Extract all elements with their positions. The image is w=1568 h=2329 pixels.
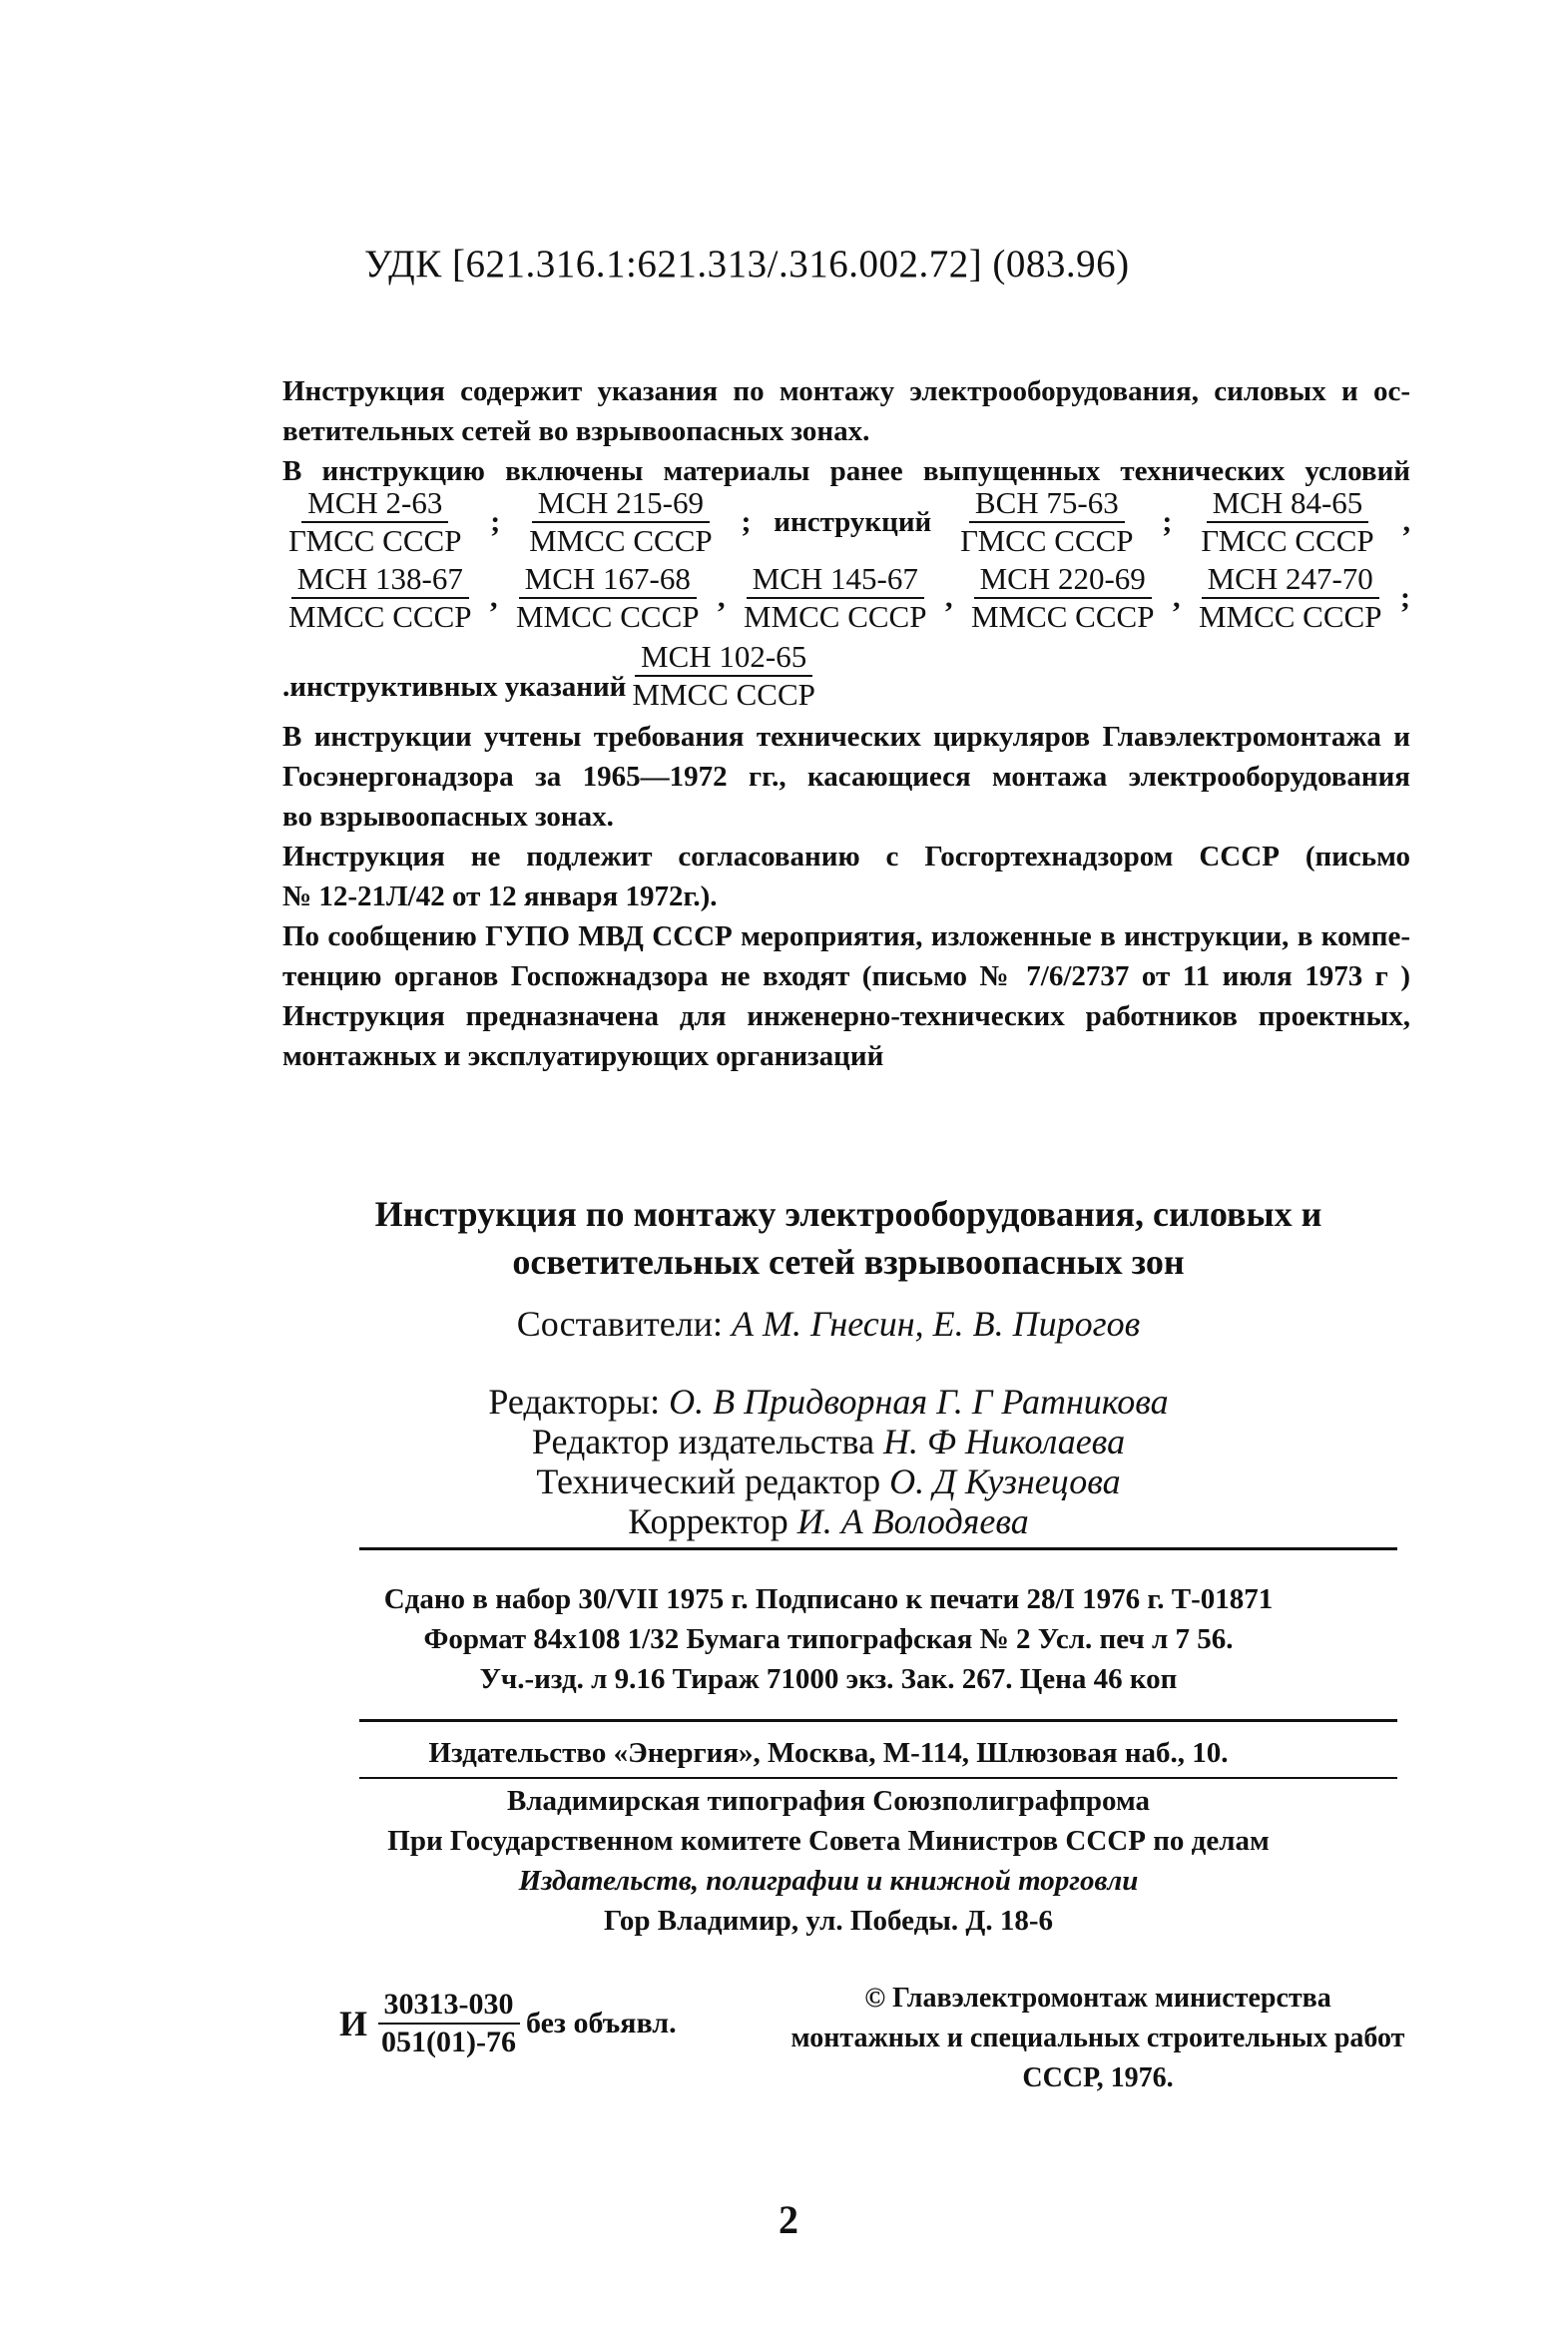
- annotation-paragraph-1: [282, 371, 1410, 491]
- norm-ministry: ММСС СССР: [632, 677, 815, 712]
- divider: [359, 1719, 1397, 1722]
- annotation-line: Инструкция предназначена для инженерно-технических работников проектных,: [282, 1000, 1410, 1032]
- copyright-line: монтажных и специальных строительных работ: [790, 2023, 1405, 2053]
- norm-code: МСН 84-65: [1207, 485, 1369, 523]
- editors-label: Редакторы:: [488, 1382, 661, 1422]
- norm-ministry: ГМСС СССР: [288, 523, 462, 558]
- norm-ministry: ММСС СССР: [1198, 599, 1382, 634]
- separator: ,: [944, 581, 953, 614]
- print-details-line: Сдано в набор 30/VII 1975 г. Подписано к печати 28/I 1976 г. Т-01871: [383, 1583, 1274, 1615]
- tech-editor-name: О. Д Кузнецова: [889, 1461, 1121, 1501]
- print-details: [329, 1579, 1327, 1699]
- page-number: 2: [779, 2197, 798, 2242]
- separator: ;: [490, 505, 501, 538]
- separator: ;: [1399, 581, 1410, 614]
- separator: ;: [741, 505, 752, 538]
- editors-names: О. В Придворная Г. Г Ратникова: [669, 1382, 1169, 1422]
- annotation-line: монтажных и эксплуатирующих организаций: [282, 1040, 884, 1072]
- annotation-line: № 12-21Л/42 от 12 января 1972г.).: [282, 880, 718, 912]
- annotation-paragraph-3: [282, 717, 1410, 1076]
- norm-code: МСН 2-63: [301, 485, 448, 523]
- norm-fraction: [1195, 485, 1379, 559]
- annotation-line: По сообщению ГУПО МВД СССР мероприятия, изложенные в инструкции, в компе-: [282, 920, 1410, 952]
- print-details-line: Уч.-изд. л 9.16 Тираж 71000 экз. Зак. 267. Цена 46 коп: [479, 1663, 1178, 1695]
- print-details-line: Формат 84х108 1/32 Бумага типографская № 2 Усл. печ л 7 56.: [423, 1623, 1234, 1655]
- norm-fraction: [282, 485, 467, 559]
- norm-fraction: [738, 561, 933, 635]
- printing-house-line: Издательств, полиграфии и книжной торговли: [518, 1865, 1139, 1897]
- norm-ministry: ММСС СССР: [970, 599, 1155, 634]
- divider: [359, 1777, 1397, 1779]
- printing-house: [329, 1781, 1327, 1941]
- separator: ;: [1162, 505, 1173, 538]
- annotation-line: Госэнергонадзора за 1965—1972 гг., касающиеся монтажа электрооборудования: [282, 761, 1410, 793]
- separator: ,: [490, 581, 498, 614]
- book-title: [299, 1190, 1397, 1286]
- index-numerator: 30313-030: [378, 1987, 520, 2025]
- publisher-editor-name: Н. Ф Николаева: [883, 1422, 1126, 1461]
- index-letter: И: [339, 2004, 368, 2043]
- norm-ministry: ММСС СССР: [288, 599, 472, 634]
- norm-code: МСН 215-69: [532, 485, 710, 523]
- norm-code: МСН 145-67: [747, 561, 924, 599]
- tech-editor-label: Технический редактор: [536, 1461, 881, 1501]
- norm-fraction: [965, 561, 1161, 635]
- annotation-line: тенцию органов Госпожнадзора не входят (письмо № 7/6/2737 от 11 июля 1973 г ): [282, 960, 1410, 992]
- title-line: Инструкция по монтажу электрооборудования, силовых и: [374, 1194, 1322, 1234]
- norm-fraction: [510, 561, 706, 635]
- index-fraction: [375, 1987, 522, 2060]
- norm-fraction: [1193, 561, 1388, 635]
- udk-code: УДК [621.316.1:621.313/.316.002.72] (083.96): [364, 243, 1130, 286]
- norms-row-3: [282, 639, 1410, 713]
- proofreader-label: Корректор: [628, 1501, 788, 1541]
- proofreader-name: И. А Володяева: [796, 1501, 1029, 1541]
- norm-fraction: [282, 561, 478, 635]
- separator: ,: [717, 581, 726, 614]
- printing-house-line: Гор Владимир, ул. Победы. Д. 18-6: [604, 1905, 1053, 1937]
- printing-house-line: Владимирская типография Союзполиграфпрома: [506, 1785, 1151, 1817]
- separator: ,: [1402, 505, 1410, 538]
- norm-code: МСН 102-65: [635, 639, 812, 677]
- copyright-line: © Главэлектромонтаж министерства: [864, 1983, 1331, 2014]
- norm-ministry: ММСС СССР: [529, 523, 713, 558]
- compilers-names: А М. Гнесин, Е. В. Пирогов: [732, 1304, 1141, 1344]
- publication-index: [339, 1987, 677, 2060]
- norm-ministry: ММСС СССР: [515, 599, 700, 634]
- norm-ministry: ГМСС СССР: [960, 523, 1134, 558]
- instructions-word: инструкций: [774, 505, 932, 538]
- norms-row-1: [282, 485, 1410, 559]
- index-denominator: 051(01)-76: [381, 2026, 516, 2058]
- annotation-line: В инструкции учтены требования технических циркуляров Главэлектромонтажа и: [282, 721, 1410, 753]
- norm-code: ВСН 75-63: [969, 485, 1125, 523]
- annotation-line: В инструкцию включены материалы ранее выпущенных технических условий: [282, 455, 1410, 487]
- norm-fraction: [626, 639, 821, 713]
- norm-ministry: ММСС СССР: [743, 599, 927, 634]
- publisher-address: Издательство «Энергия», Москва, М-114, Шлюзовая наб., 10.: [428, 1737, 1229, 1769]
- printing-house-line: При Государственном комитете Совета Министров СССР по делам: [387, 1825, 1270, 1857]
- norm-code: МСН 220-69: [974, 561, 1152, 599]
- norm-code: МСН 167-68: [519, 561, 697, 599]
- norm-code: МСН 247-70: [1202, 561, 1379, 599]
- annotation-line: Инструкция содержит указания по монтажу электрооборудования, силовых и ос-: [282, 375, 1410, 407]
- publisher-editor-label: Редактор издательства: [531, 1422, 875, 1461]
- norm-fraction: [954, 485, 1139, 559]
- title-line: осветительных сетей взрывоопасных зон: [512, 1242, 1185, 1282]
- copyright: [759, 1979, 1437, 2098]
- annotation-line: ветительных сетей во взрывоопасных зонах.: [282, 415, 870, 447]
- compilers-label: Составители:: [516, 1304, 723, 1344]
- directives-word: .инструктивных указаний: [282, 670, 627, 703]
- norm-code: МСН 138-67: [291, 561, 469, 599]
- compilers: [329, 1304, 1327, 1344]
- divider: [359, 1547, 1397, 1550]
- norm-ministry: ГМСС СССР: [1201, 523, 1374, 558]
- annotation-line: во взрывоопасных зонах.: [282, 801, 614, 833]
- index-suffix: без объявл.: [526, 2007, 677, 2039]
- norm-fraction: [523, 485, 719, 559]
- copyright-line: СССР, 1976.: [1022, 2062, 1174, 2093]
- separator: ,: [1172, 581, 1181, 614]
- editors: [329, 1382, 1327, 1541]
- annotation-line: Инструкция не подлежит согласованию с Госгортехнадзором СССР (письмо: [282, 841, 1410, 873]
- norms-row-2: [282, 561, 1410, 635]
